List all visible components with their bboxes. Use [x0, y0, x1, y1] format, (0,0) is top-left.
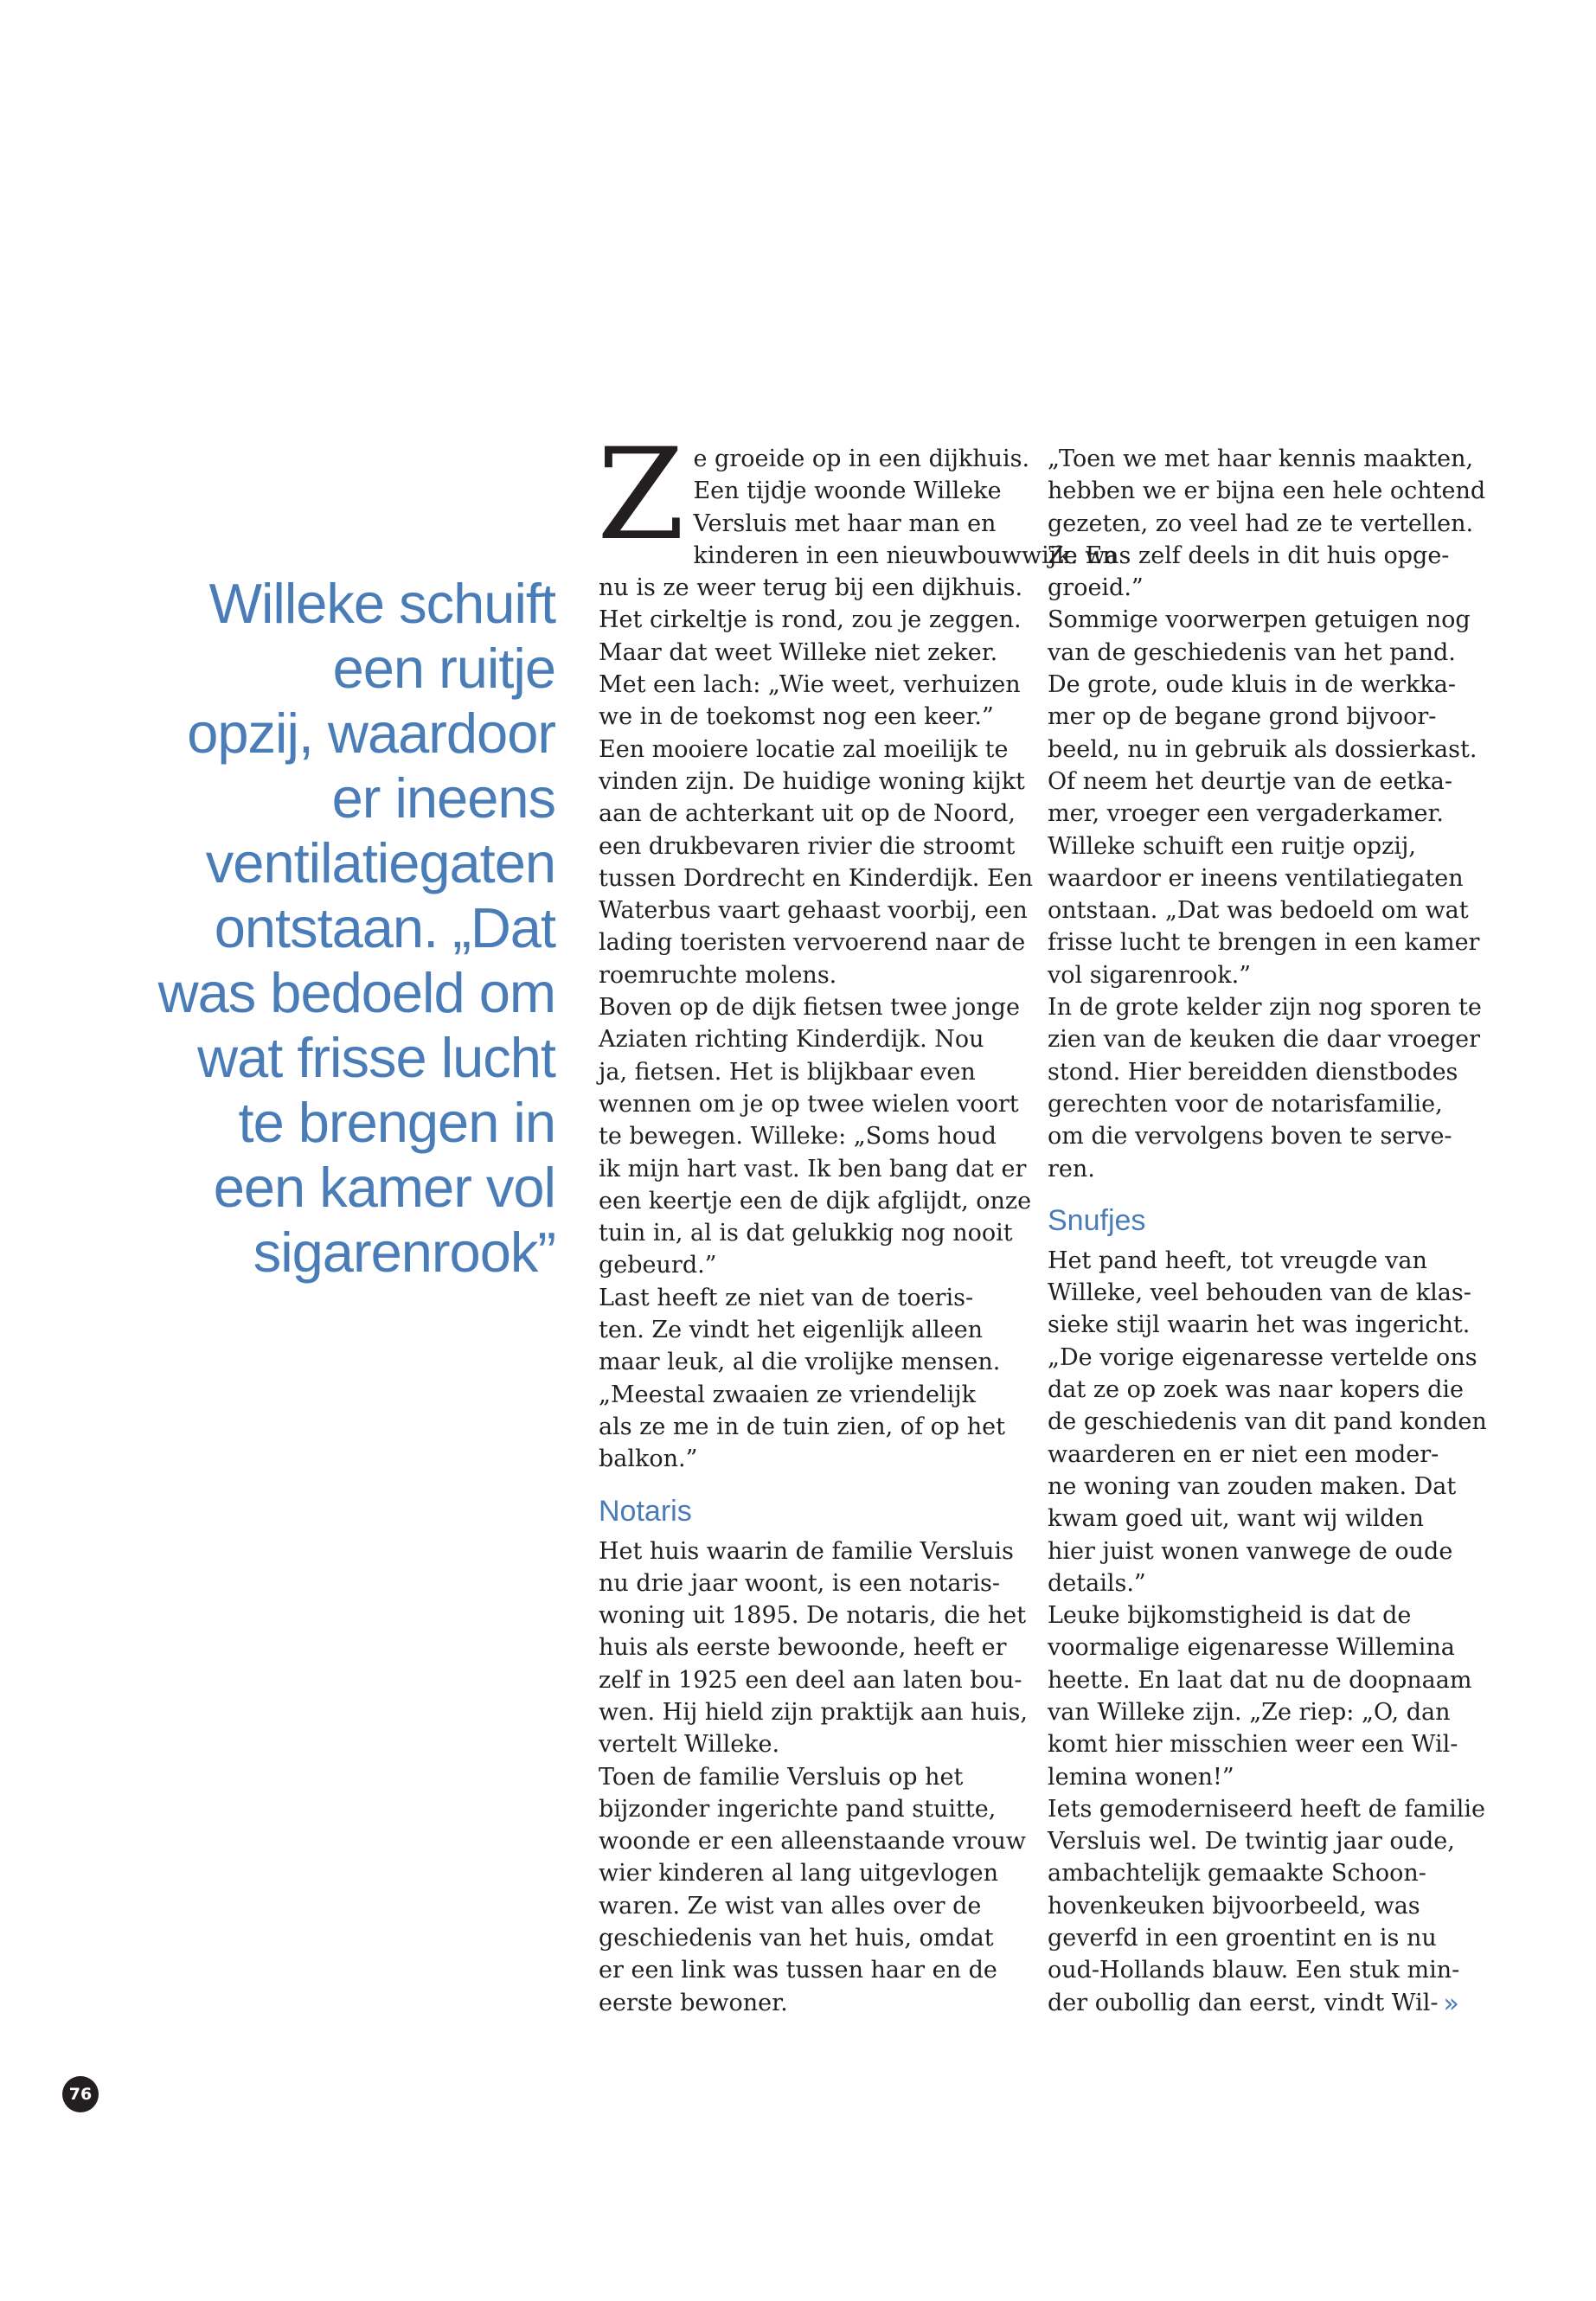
subheading-notaris: Notaris	[599, 1494, 692, 1528]
text-line: stond. Hier bereidden dienstbodes	[1048, 1058, 1458, 1086]
text-line: woonde er een alleenstaande vrouw	[599, 1828, 1027, 1856]
text-line: ren.	[1048, 1155, 1095, 1183]
text-line: De grote, oude kluis in de werkka-	[1048, 671, 1456, 699]
text-line: waardoor er ineens ventilatiegaten	[1048, 864, 1464, 892]
text-line: Het huis waarin de familie Versluis	[599, 1537, 1014, 1565]
page-number: 76	[62, 2076, 99, 2112]
text-line: nu is ze weer terug bij een dijkhuis.	[599, 574, 1023, 602]
text-line: bijzonder ingerichte pand stuitte,	[599, 1795, 997, 1823]
text-line: woning uit 1895. De notaris, die het	[599, 1602, 1027, 1630]
text-line: mer, vroeger een vergaderkamer.	[1048, 800, 1445, 828]
text-line: om die vervolgens boven te serve-	[1048, 1123, 1452, 1150]
text-line: vol sigarenrook.”	[1048, 961, 1252, 989]
text-line: vertelt Willeke.	[599, 1731, 780, 1759]
text-line: van de geschiedenis van het pand.	[1048, 638, 1456, 666]
text-line: Willeke schuift een ruitje opzij,	[1048, 832, 1416, 860]
text-line: der oubollig dan eerst, vindt Wil- »	[1048, 1988, 1459, 2019]
section-snufjes-text	[1048, 1245, 1487, 1987]
text-line: sieke stijl waarin het was ingericht.	[1048, 1311, 1471, 1339]
pull-quote	[130, 571, 555, 1285]
text-line: Waterbus vaart gehaast voorbij, een	[599, 897, 1028, 925]
text-line: Toen de familie Versluis op het	[599, 1763, 964, 1791]
text-line: „De vorige eigenaresse vertelde ons	[1048, 1343, 1477, 1371]
text-line: dat ze op zoek was naar kopers die	[1048, 1376, 1464, 1404]
text-line: er een link was tussen haar en de	[599, 1957, 997, 1984]
section-notaris-text	[599, 1535, 1028, 2019]
text-line: Iets gemoderniseerd heeft de familie	[1048, 1795, 1486, 1823]
text-line: ja, fietsen. Het is blijkbaar even	[599, 1058, 976, 1086]
text-line: lemina wonen!”	[1048, 1763, 1234, 1791]
text-line: kinderen in een nieuwbouwwijk. En	[693, 542, 1118, 569]
text-line: hovenkeuken bijvoorbeeld, was	[1048, 1892, 1420, 1920]
text-line: ambachtelijk gemaakte Schoon-	[1048, 1860, 1426, 1888]
text-line: beeld, nu in gebruik als dossierkast.	[1048, 735, 1477, 763]
text-line: Een mooiere locatie zal moeilijk te	[599, 735, 1009, 763]
pull-quote-line: was bedoeld om	[157, 961, 555, 1024]
pull-quote-line: ventilatiegaten	[205, 831, 555, 894]
text-line: Versluis met haar man en	[693, 510, 997, 537]
text-line: voormalige eigenaresse Willemina	[1048, 1634, 1455, 1662]
text-line: wier kinderen al lang uitgevlogen	[599, 1860, 998, 1888]
text-line: ten. Ze vindt het eigenlijk alleen	[599, 1317, 984, 1344]
text-line: te bewegen. Willeke: „Soms houd	[599, 1123, 997, 1150]
text-line: e groeide op in een dijkhuis.	[693, 445, 1030, 472]
pull-quote-line: ontstaan. „Dat	[214, 896, 555, 959]
text-line: roemruchte molens.	[599, 961, 837, 989]
text-line: hier juist wonen vanwege de oude	[1048, 1537, 1453, 1565]
text-line: de geschiedenis van dit pand konden	[1048, 1408, 1487, 1436]
text-line: „Toen we met haar kennis maakten,	[1048, 445, 1474, 472]
pull-quote-line: te brengen in	[238, 1091, 555, 1154]
text-line: In de grote kelder zijn nog sporen te	[1048, 994, 1482, 1022]
text-line: eerste bewoner.	[599, 1989, 788, 2016]
text-line: gerechten voor de notarisfamilie,	[1048, 1090, 1443, 1118]
text-line: Het pand heeft, tot vreugde van	[1048, 1247, 1427, 1274]
pull-quote-line: een ruitje	[332, 637, 555, 700]
text-line: geverfd in een groentint en is nu	[1048, 1925, 1437, 1952]
text-line: huis als eerste bewoonde, heeft er	[599, 1634, 1007, 1662]
text-line: Aziaten richting Kinderdijk. Nou	[599, 1026, 984, 1054]
text-line: Leuke bijkomstigheid is dat de	[1048, 1602, 1412, 1630]
text-line: een keertje een de dijk afglijdt, onze	[599, 1187, 1032, 1215]
text-line: van Willeke zijn. „Ze riep: „O, dan	[1048, 1698, 1451, 1726]
text-line: ontstaan. „Dat was bedoeld om wat	[1048, 897, 1469, 925]
text-line: kwam goed uit, want wij wilden	[1048, 1505, 1424, 1533]
text-line: gebeurd.”	[599, 1252, 717, 1279]
text-line: we in de toekomst nog een keer.”	[599, 703, 994, 731]
continue-arrow-icon: »	[1443, 1988, 1459, 2019]
text-line: gezeten, zo veel had ze te vertellen.	[1048, 510, 1474, 537]
text-line: Maar dat weet Willeke niet zeker.	[599, 638, 998, 666]
text-line: maar leuk, al die vrolijke mensen.	[599, 1349, 1001, 1376]
pull-quote-line: sigarenrook”	[253, 1221, 555, 1284]
text-line: details.”	[1048, 1569, 1146, 1597]
pull-quote-line: een kamer vol	[213, 1156, 555, 1219]
text-line: wennen om je op twee wielen voort	[599, 1090, 1019, 1118]
text-line: „Meestal zwaaien ze vriendelijk	[599, 1381, 976, 1408]
text-line: tuin in, al is dat gelukkig nog nooit	[599, 1220, 1013, 1247]
text-line: geschiedenis van het huis, omdat	[599, 1925, 994, 1952]
drop-cap: Z	[597, 421, 685, 568]
pull-quote-line: wat frisse lucht	[197, 1026, 555, 1089]
text-line: mer op de begane grond bijvoor-	[1048, 703, 1437, 731]
text-line: ne woning van zouden maken. Dat	[1048, 1472, 1457, 1500]
text-line: Willeke, veel behouden van de klas-	[1048, 1279, 1471, 1307]
text-line: als ze me in de tuin zien, of op het	[599, 1413, 1005, 1440]
subheading-snufjes: Snufjes	[1048, 1203, 1146, 1237]
text-line: oud-Hollands blauw. Een stuk min-	[1048, 1957, 1460, 1984]
body-text	[1048, 443, 1486, 1185]
text-line: Last heeft ze niet van de toeris-	[599, 1284, 974, 1311]
text-line: Een tijdje woonde Willeke	[693, 478, 1002, 505]
text-line: ik mijn hart vast. Ik ben bang dat er	[599, 1155, 1027, 1183]
text-line: Versluis wel. De twintig jaar oude,	[1048, 1828, 1455, 1856]
text-line: nu drie jaar woont, is een notaris-	[599, 1569, 1000, 1597]
text-line: een drukbevaren rivier die stroomt	[599, 832, 1016, 860]
article-column-2	[1048, 443, 1487, 2020]
text-line: Sommige voorwerpen getuigen nog	[1048, 606, 1471, 634]
text-line: groeid.”	[1048, 574, 1144, 602]
text-line: lading toeristen vervoerend naar de	[599, 929, 1026, 957]
text-line: waren. Ze wist van alles over de	[599, 1892, 982, 1920]
pull-quote-line: er ineens	[331, 766, 555, 830]
text-line: heette. En laat dat nu de doopnaam	[1048, 1666, 1472, 1694]
text-line: wen. Hij hield zijn praktijk aan huis,	[599, 1698, 1028, 1726]
text-line: frisse lucht te brengen in een kamer	[1048, 929, 1480, 957]
text-line: komt hier misschien weer een Wil-	[1048, 1731, 1458, 1759]
text-line: Het cirkeltje is rond, zou je zeggen.	[599, 606, 1022, 634]
text-line: aan de achterkant uit op de Noord,	[599, 800, 1016, 828]
text-line: balkon.”	[599, 1445, 698, 1473]
text-line: waarderen en er niet een moder-	[1048, 1440, 1439, 1468]
text-line: vinden zijn. De huidige woning kijkt	[599, 767, 1025, 795]
text-line: tussen Dordrecht en Kinderdijk. Een	[599, 864, 1034, 892]
text-line: Boven op de dijk fietsen twee jonge	[599, 994, 1020, 1022]
text-line: zien van de keuken die daar vroeger	[1048, 1026, 1481, 1054]
pull-quote-line: opzij, waardoor	[187, 702, 555, 765]
text-line: hebben we er bijna een hele ochtend	[1048, 478, 1486, 505]
text-line: zelf in 1925 een deel aan laten bou-	[599, 1666, 1022, 1694]
text-line: Of neem het deurtje van de eetka-	[1048, 767, 1452, 795]
text-line: Ze was zelf deels in dit huis opge-	[1048, 542, 1450, 569]
pull-quote-line: Willeke schuift	[208, 572, 555, 635]
text-line: Met een lach: „Wie weet, verhuizen	[599, 671, 1021, 699]
